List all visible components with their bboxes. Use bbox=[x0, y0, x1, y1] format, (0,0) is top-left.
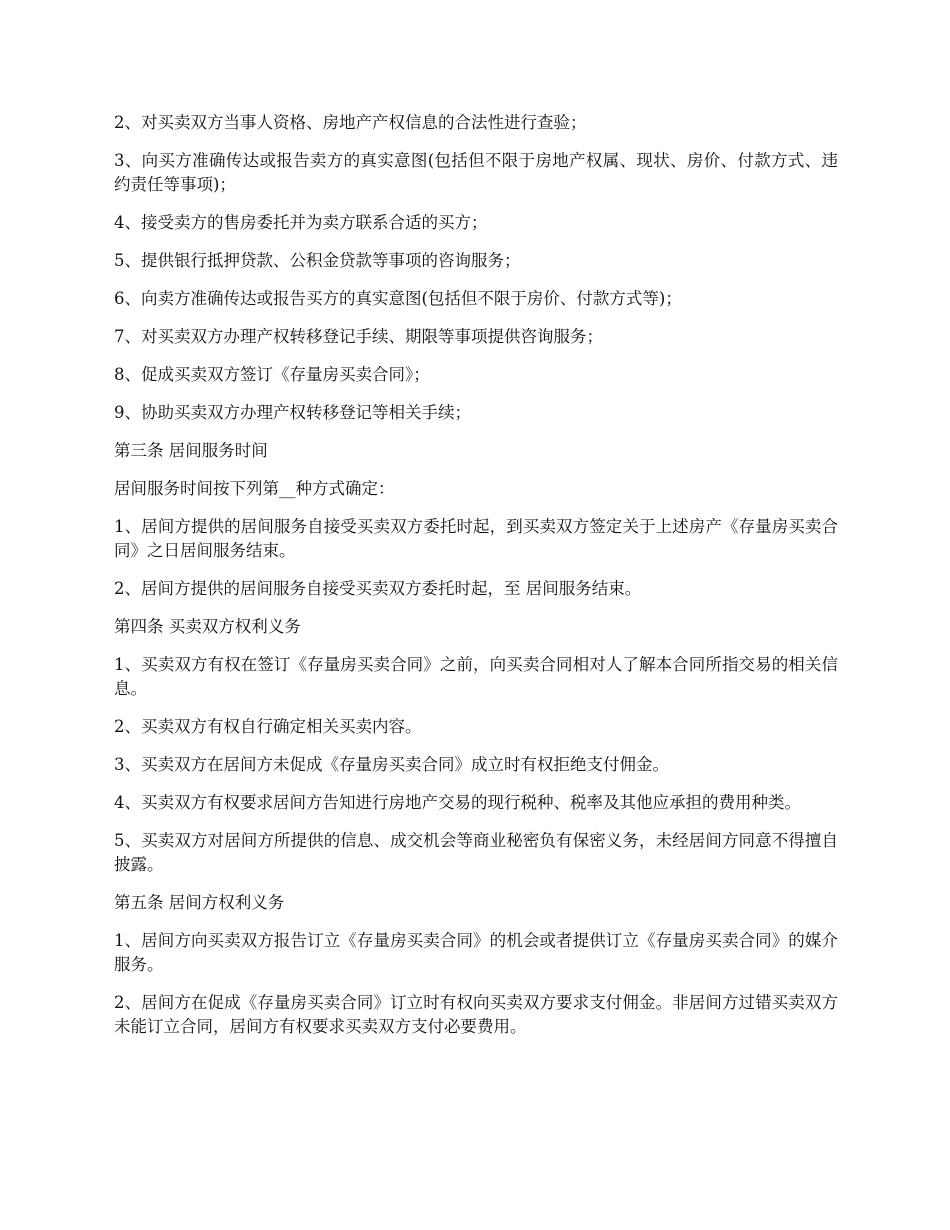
article-5-item-2: 2、居间方在促成《存量房买卖合同》订立时有权向买卖双方要求支付佣金。非居间方过错买卖双方未能订立合同，居间方有权要求买卖双方支付必要费用。 bbox=[114, 993, 838, 1036]
article-4-item-1: 1、买卖双方有权在签订《存量房买卖合同》之前，向买卖合同相对人了解本合同所指交易的相关信息。 bbox=[114, 655, 838, 698]
clause-item-4: 4、接受卖方的售房委托并为卖方联系合适的买方； bbox=[114, 213, 488, 232]
article-4-item-4: 4、买卖双方有权要求居间方告知进行房地产交易的现行税种、税率及其他应承担的费用种类。 bbox=[114, 793, 801, 812]
article-4-item-3: 3、买卖双方在居间方未促成《存量房买卖合同》成立时有权拒绝支付佣金。 bbox=[114, 755, 669, 774]
article-3-item-1: 1、居间方提供的居间服务自接受买卖双方委托时起，到买卖双方签定关于上述房产《存量房买卖合同》之日居间服务结束。 bbox=[114, 517, 838, 560]
clause-item-8: 8、促成买卖双方签订《存量房买卖合同》； bbox=[114, 365, 430, 384]
article-5-item-1: 1、居间方向买卖双方报告订立《存量房买卖合同》的机会或者提供订立《存量房买卖合同》的媒介服务。 bbox=[114, 931, 838, 974]
article-3-intro: 居间服务时间按下列第__种方式确定： bbox=[114, 479, 395, 498]
article-3-heading: 第三条 居间服务时间 bbox=[114, 441, 268, 460]
clause-item-2: 2、对买卖双方当事人资格、房地产产权信息的合法性进行查验； bbox=[114, 113, 587, 132]
clause-item-6: 6、向卖方准确传达或报告买方的真实意图(包括但不限于房价、付款方式等)； bbox=[114, 289, 682, 308]
clause-item-9: 9、协助买卖双方办理产权转移登记等相关手续； bbox=[114, 403, 471, 422]
article-4-item-2: 2、买卖双方有权自行确定相关买卖内容。 bbox=[114, 717, 422, 736]
article-4-item-5: 5、买卖双方对居间方所提供的信息、成交机会等商业秘密负有保密义务，未经居间方同意不得擅自披露。 bbox=[114, 831, 838, 874]
document-body bbox=[114, 111, 838, 1053]
article-3-item-2: 2、居间方提供的居间服务自接受买卖双方委托时起，至 居间服务结束。 bbox=[114, 579, 642, 598]
clause-item-7: 7、对买卖双方办理产权转移登记手续、期限等事项提供咨询服务； bbox=[114, 327, 603, 346]
article-5-heading: 第五条 居间方权利义务 bbox=[114, 893, 285, 912]
article-4-heading: 第四条 买卖双方权利义务 bbox=[114, 617, 301, 636]
clause-item-5: 5、提供银行抵押贷款、公积金贷款等事项的咨询服务； bbox=[114, 251, 521, 270]
clause-item-3: 3、向买方准确传达或报告卖方的真实意图(包括但不限于房地产权属、现状、房价、付款方式、违约责任等事项)； bbox=[114, 151, 838, 194]
